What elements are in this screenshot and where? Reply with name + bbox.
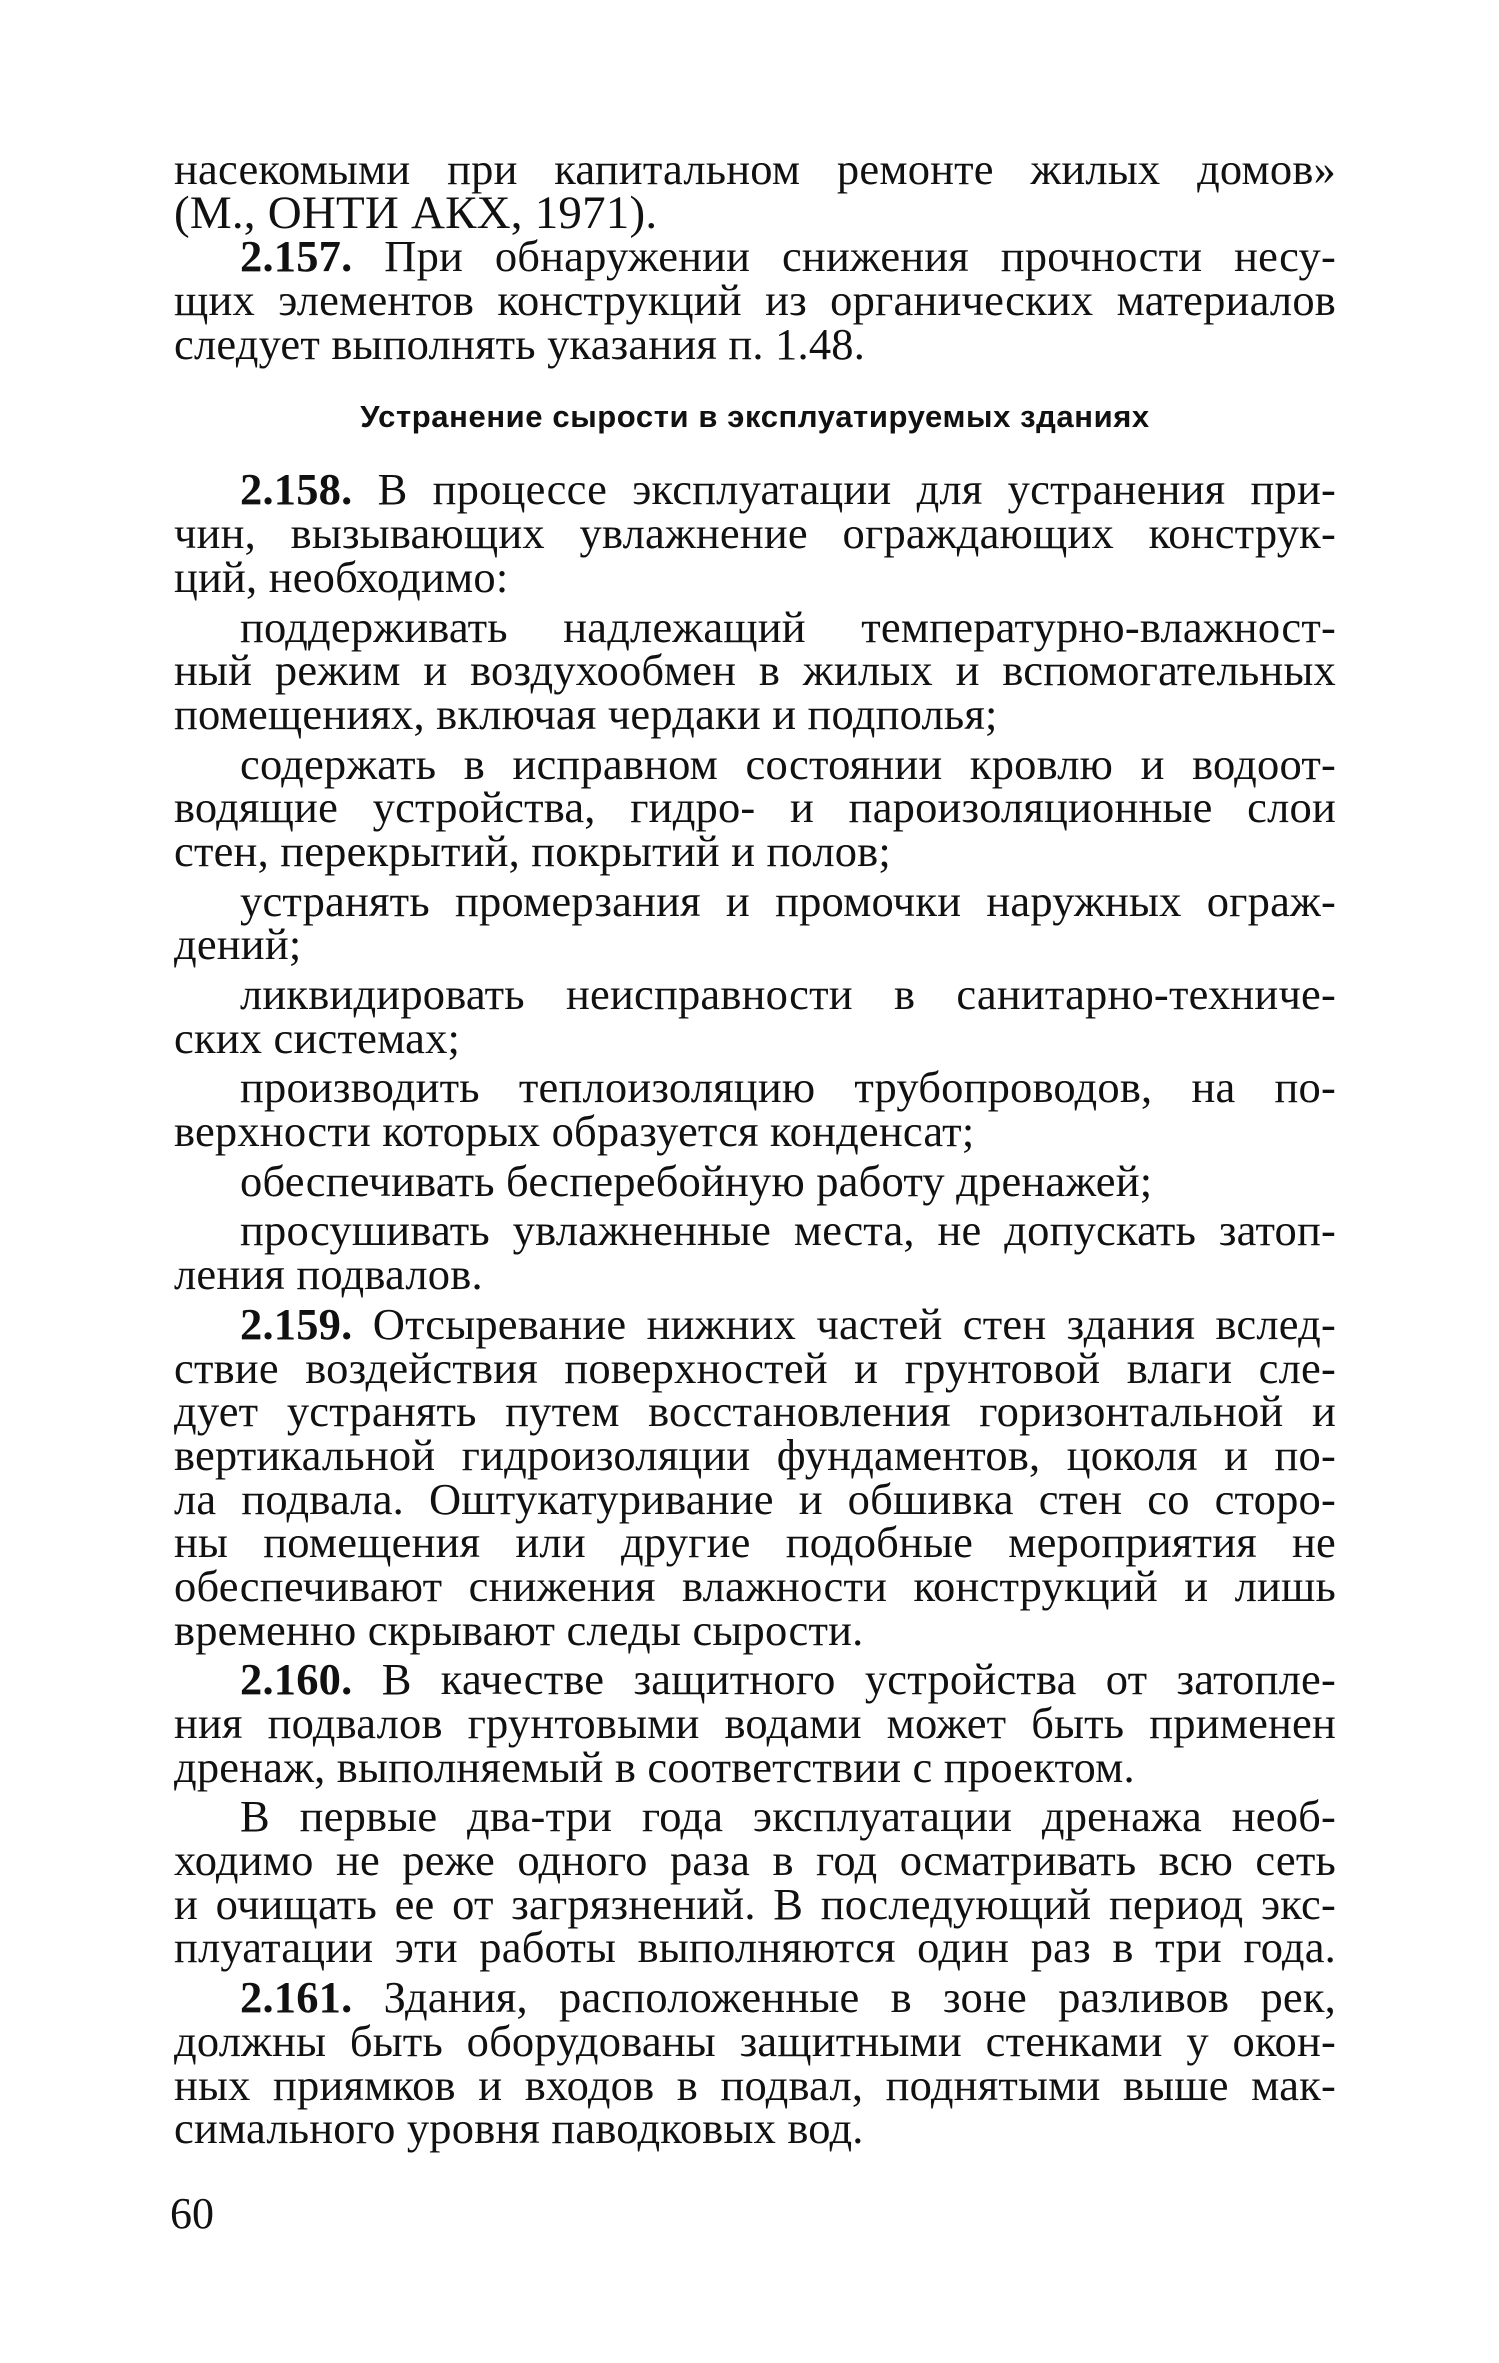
text-line: симального уровня паводковых вод. [174,2103,864,2154]
text-line: (М., ОНТИ АКХ, 1971). [174,186,658,239]
text-line: ных приямков и входов в подвал, поднятыми выше мак- [174,2059,1336,2110]
page-number: 60 [170,2189,214,2238]
paragraph-2-160-first-line: 2.160. В качестве защитного устройства от затопле- [240,1654,1336,1705]
text-line: ций, необходимо: [174,551,509,602]
paragraph-2-161-first-line: 2.161. Здания, расположенные в зоне разливов рек, [240,1972,1336,2023]
text-line: щих элементов конструкций из органических материалов [174,275,1336,326]
text-line: ла подвала. Оштукатуривание и обшивка стен со сторо- [174,1473,1336,1524]
text-line: и очищать ее от загрязнений. В последующий период экс- [174,1878,1336,1929]
clause-number: 2.159. [240,1298,353,1349]
text-line: дует устранять путем восстановления горизонтальной и [174,1386,1336,1437]
list-item-first-line: поддерживать надлежащий температурно-влажност- [240,601,1336,652]
text-line: временно скрывают следы сырости. [174,1604,864,1655]
paragraph-2-159-first-line: 2.159. Отсыревание нижних частей стен здания вслед- [240,1298,1336,1349]
section-heading: Устранение сырости в эксплуатируемых зданиях [360,399,1150,435]
text-line: обеспечивают снижения влажности конструкций и лишь [174,1560,1336,1611]
text-line: ских системах; [174,1012,461,1063]
text-line: плуатации эти работы выполняются один раз в три года. [174,1922,1336,1973]
clause-number: 2.160. [240,1654,353,1705]
text-line: дренаж, выполняемый в соответствии с проектом. [174,1741,1135,1792]
document-page [174,144,1336,2154]
list-item-first-line: просушивать увлажненные места, не допускать затоп- [240,1205,1336,1256]
list-item-first-line: устранять промерзания и промочки наружных ограж- [240,875,1336,926]
text-line: вертикальной гидроизоляции фундаментов, цоколя и по- [174,1429,1336,1480]
text-line: помещениях, включая чердаки и подполья; [174,688,998,739]
text-line: верхности которых образуется конденсат; [174,1106,975,1157]
text-line: ходимо не реже одного раза в год осматривать всю сеть [174,1835,1336,1886]
text-line: ления подвалов. [174,1249,483,1300]
text-line: ный режим и воздухообмен в жилых и вспомогательных [174,645,1336,696]
text-line: чин, вызывающих увлажнение ограждающих конструк- [174,508,1336,559]
text-line: должны быть оборудованы защитными стенками у окон- [174,2015,1336,2066]
text-line: дений; [174,919,302,970]
list-item-first-line: ликвидировать неисправности в санитарно-техниче- [240,969,1336,1019]
clause-number: 2.157. [240,231,353,282]
text-line: следует выполнять указания п. 1.48. [174,318,866,369]
text-line: ния подвалов грунтовыми водами может быть применен [174,1698,1336,1748]
clause-number: 2.161. [240,1972,353,2023]
text-line: ствие воздействия поверхностей и грунтовой влаги сле- [174,1342,1336,1393]
paragraph-2-157-first-line: 2.157. При обнаружении снижения прочности несу- [240,231,1336,282]
paragraph-first-line: В первые два-три года эксплуатации дренажа необ- [240,1791,1336,1842]
list-item-first-line: производить теплоизоляцию трубопроводов, на по- [240,1062,1336,1113]
text-line: водящие устройства, гидро- и пароизоляционные слои [174,782,1336,833]
list-item-first-line: обеспечивать бесперебойную работу дренажей; [240,1155,1153,1206]
paragraph-2-158-first-line: 2.158. В процессе эксплуатации для устранения при- [240,464,1336,515]
clause-number: 2.158. [240,464,353,515]
text-line: насекомыми при капитальном ремонте жилых домов» [174,144,1336,194]
text-line: стен, перекрытий, покрытий и полов; [174,825,891,876]
list-item-first-line: содержать в исправном состоянии кровлю и водоот- [240,738,1336,789]
text-line: ны помещения или другие подобные мероприятия не [174,1517,1336,1568]
